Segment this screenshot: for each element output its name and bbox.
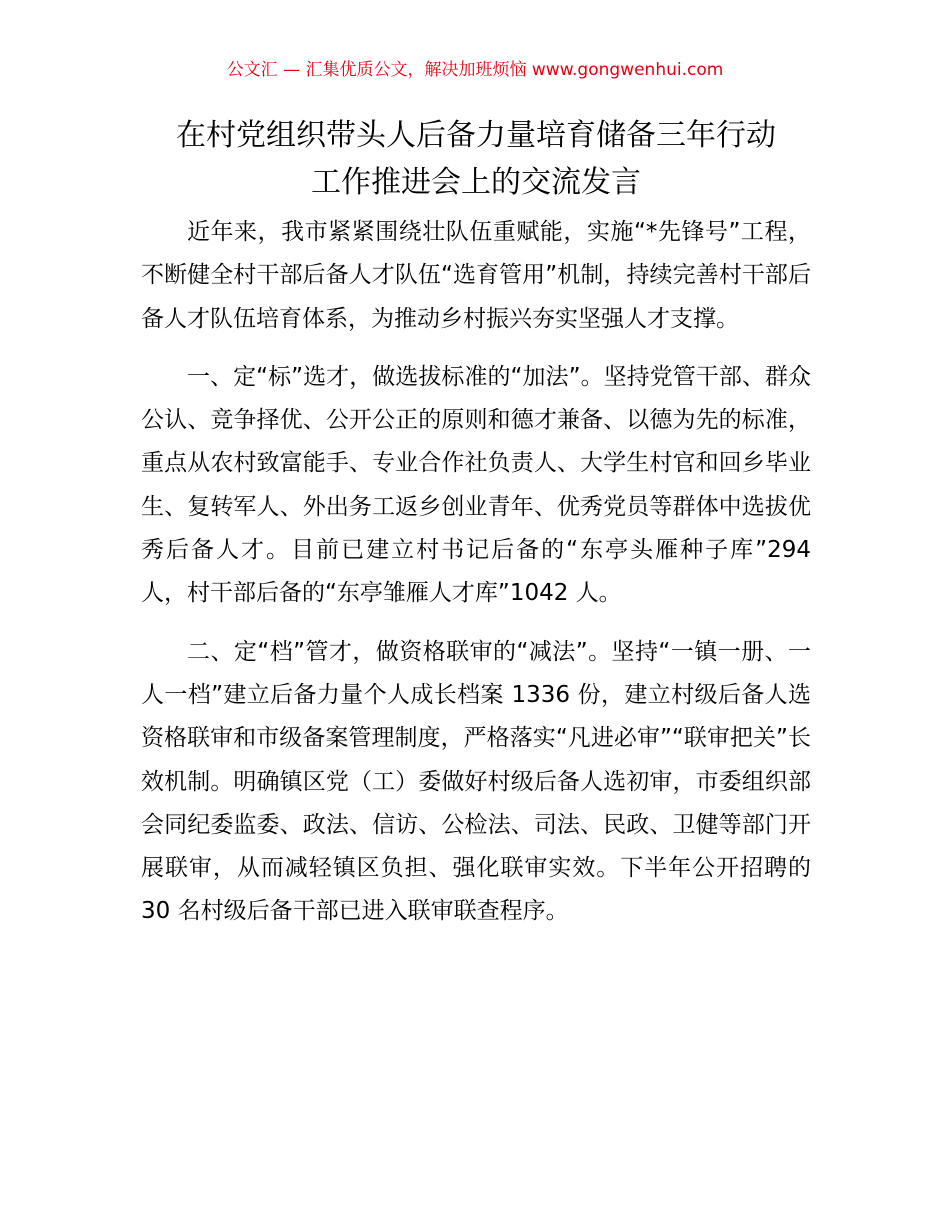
document-body <box>141 211 811 934</box>
paragraph-intro: 近年来，我市紧紧围绕壮队伍重赋能，实施“*先锋号”工程，不断健全村干部后备人才队伍“选育管用”机制，持续完善村干部后备人才队伍培育体系，为推动乡村振兴夯实坚强人才支撑。 <box>141 219 811 332</box>
paragraph-section-2: 二、定“档”管才，做资格联审的“减法”。坚持“一镇一册、一人一档”建立后备力量个人成长档案 1336 份，建立村级后备人选资格联审和市级备案管理制度，严格落实“凡进必审”“联审把关”长效机制。明确镇区党（工）委做好村级后备人选初审，市委组织部会同纪委监委、政法、信访、公检法、司法、民政、卫健等部门开展联审，从而减轻镇区负担、强化联审实效。下半年公开招聘的 30 名村级后备干部已进入联审联查程序。 <box>141 638 811 925</box>
title-line-1: 在村党组织带头人后备力量培育储备三年行动 <box>176 118 776 153</box>
watermark-header: 公文汇 — 汇集优质公文，解决加班烦恼 www.gongwenhui.com <box>226 60 724 80</box>
document-title <box>141 112 811 206</box>
document-page <box>141 112 811 949</box>
title-line-2: 工作推进会上的交流发言 <box>311 165 641 200</box>
paragraph-section-1: 一、定“标”选才，做选拔标准的“加法”。坚持党管干部、群众公认、竞争择优、公开公正的原则和德才兼备、以德为先的标准，重点从农村致富能手、专业合作社负责人、大学生村官和回乡毕业生、复转军人、外出务工返乡创业青年、优秀党员等群体中选拔优秀后备人才。目前已建立村书记后备的“东亭头雁种子库”294 人，村干部后备的“东亭雏雁人才库”1042 人。 <box>141 363 811 607</box>
